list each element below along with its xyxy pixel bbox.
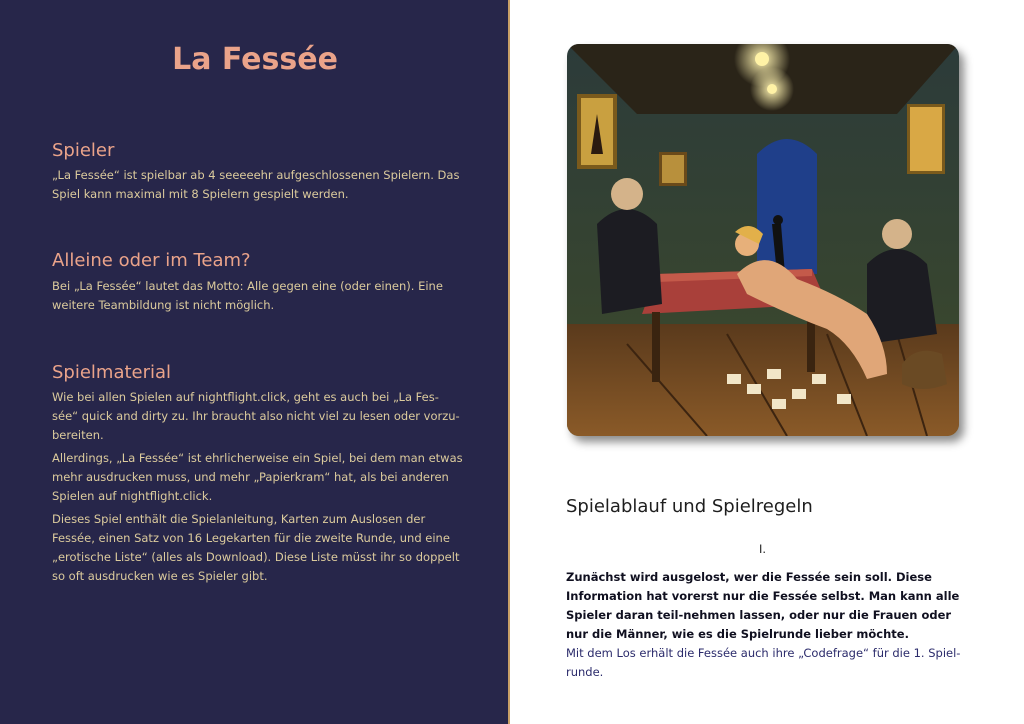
- left-page: [0, 0, 510, 724]
- paragraph-spieler: „La Fessée“ ist spielbar ab 4 seeeeehr aufgeschlossenen Spielern. Das Spiel kann maximal mit 8 Spielern gespielt werden.: [52, 168, 460, 201]
- paragraph-team: Bei „La Fessée“ lautet das Motto: Alle gegen eine (oder einen). Eine weitere Teambildung ist nicht möglich.: [52, 279, 443, 312]
- page-title: La Fessée: [172, 42, 338, 77]
- right-page: [510, 0, 1024, 724]
- paragraph-material-1: Wie bei allen Spielen auf nightflight.click, geht es auch bei „La Fes-sée“ quick and dirty zu. Ihr braucht also nicht viel zu lesen oder vorzu-bereiten.: [52, 390, 460, 442]
- paragraph-rules-2: Mit dem Los erhält die Fessée auch ihre „Codefrage“ für die 1. Spiel-runde.: [566, 646, 961, 679]
- heading-team: Alleine oder im Team?: [52, 250, 251, 271]
- heading-spieler: Spieler: [52, 140, 115, 161]
- heading-spielmaterial: Spielmaterial: [52, 362, 172, 383]
- paragraph-material-2: Allerdings, „La Fessée“ ist ehrlicherweise ein Spiel, bei dem man etwas mehr ausdrucken muss, und mehr „Papierkram“ hat, als bei anderen Spielen auf nightflight.click.: [52, 451, 463, 503]
- paragraph-rules-1: Zunächst wird ausgelost, wer die Fessée sein soll. Diese Information hat vorerst nur die Fessée selbst. Man kann alle Spieler daran teil-nehmen lassen, oder nur die Frauen oder nur die Männer, wie es die Spielrunde lieber möchte.: [566, 570, 960, 641]
- section-heading-rules: Spielablauf und Spielregeln: [566, 496, 813, 517]
- roman-numeral: I.: [759, 542, 767, 556]
- illustration-card-game: [567, 44, 959, 436]
- painting-illustration: [567, 44, 959, 436]
- paragraph-material-3: Dieses Spiel enthält die Spielanleitung, Karten zum Auslosen der Fessée, einen Satz von 16 Legekarten für die zweite Runde, und eine „erotische Liste“ (alles als Download). Diese Liste müsst ihr so doppelt so oft ausdrucken wie es Spieler gibt.: [52, 512, 460, 583]
